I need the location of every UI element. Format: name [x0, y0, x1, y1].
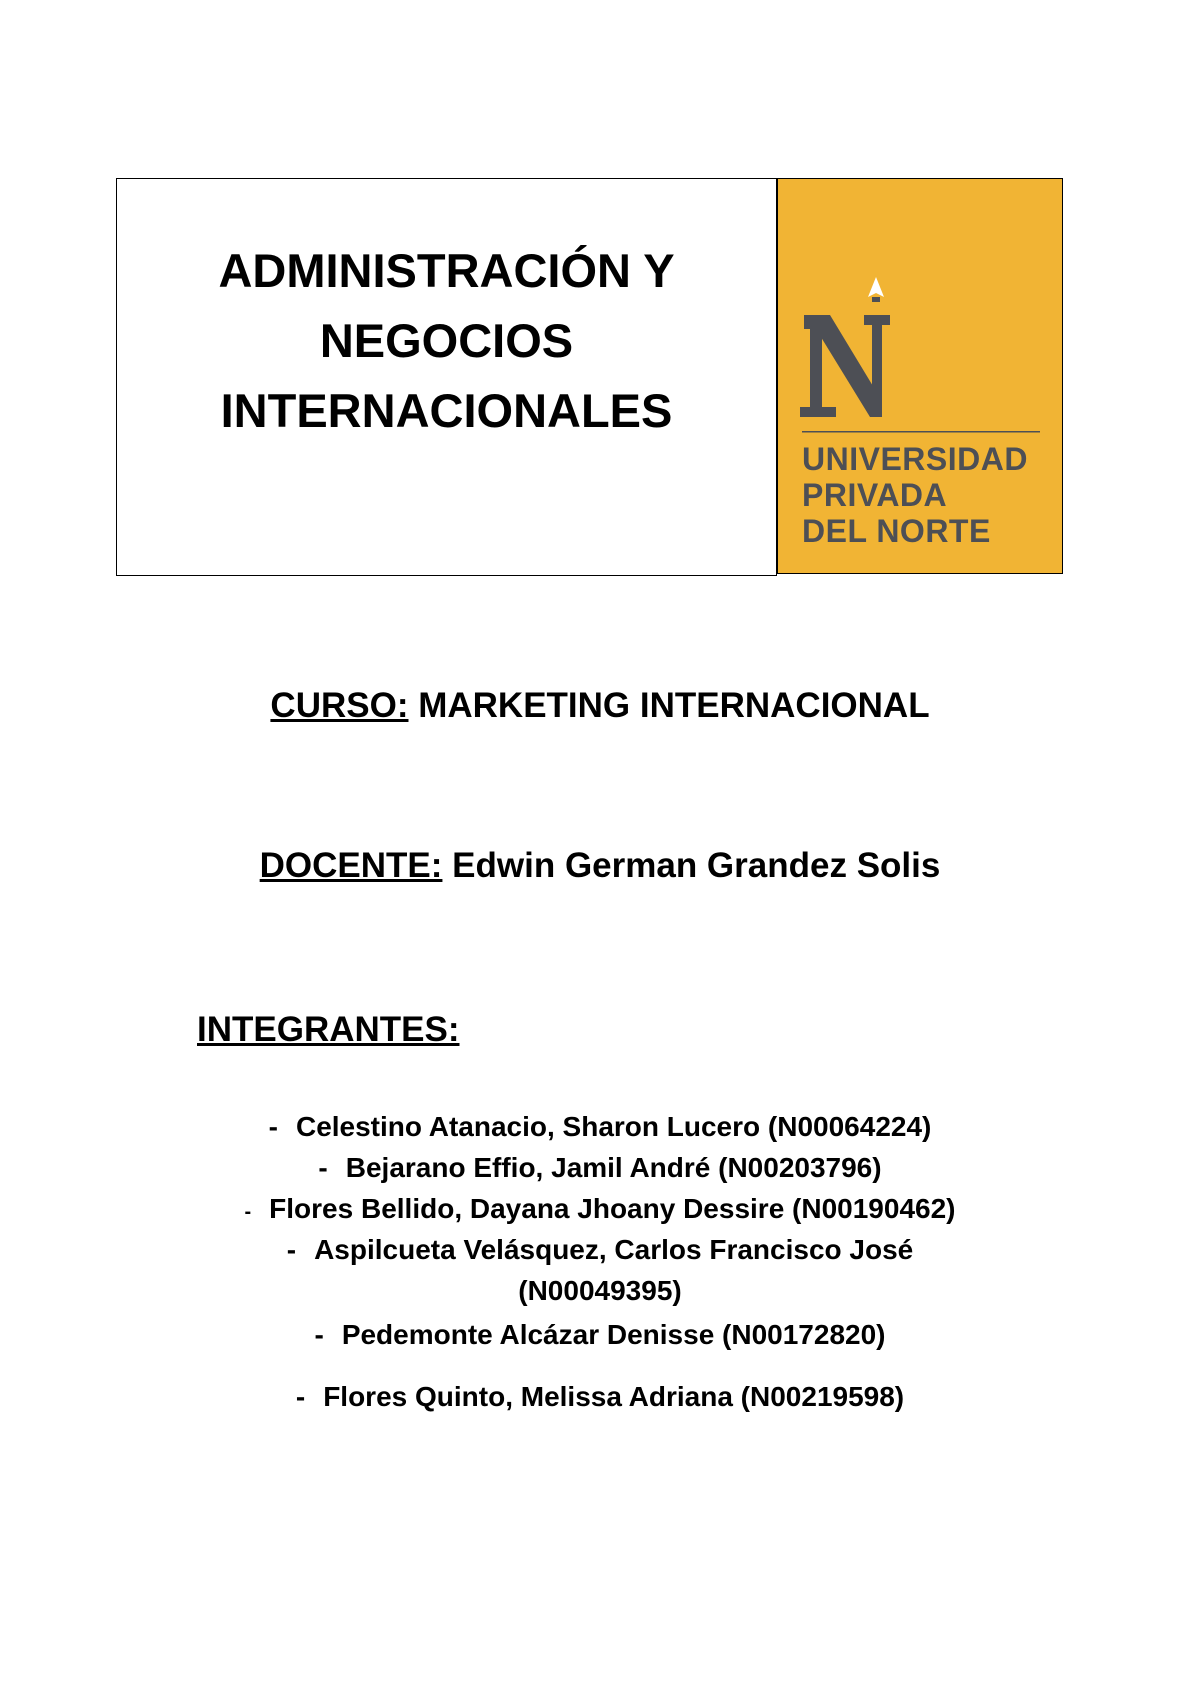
member-name: Flores Quinto, Melissa Adriana (N00219598): [323, 1381, 905, 1412]
list-item: [0, 1192, 1200, 1229]
list-bullet: -: [314, 1319, 324, 1350]
course-value: MARKETING INTERNACIONAL: [408, 686, 930, 725]
member-name: Pedemonte Alcázar Denisse (N00172820): [341, 1319, 886, 1350]
list-item: [0, 1380, 1200, 1414]
list-item: [0, 1110, 1200, 1144]
list-bullet: -: [295, 1381, 306, 1412]
list-item-continuation: (N00049395): [518, 1275, 682, 1306]
list-item: [0, 1233, 1200, 1267]
list-bullet: -: [268, 1111, 278, 1142]
member-name: Aspilcueta Velásquez, Carlos Francisco José: [314, 1234, 914, 1265]
member-name: Flores Bellido, Dayana Jhoany Dessire (N00190462): [269, 1193, 956, 1224]
member-name: Celestino Atanacio, Sharon Lucero (N00064224): [295, 1111, 932, 1142]
list-bullet: -: [286, 1234, 297, 1265]
faculty-title-line-1: ADMINISTRACIÓN Y: [218, 244, 675, 297]
university-name-line-2: PRIVADA: [802, 477, 948, 513]
course-label: CURSO:: [270, 686, 409, 725]
teacher-label: DOCENTE:: [259, 846, 443, 885]
university-name-line-3: DEL NORTE: [802, 513, 991, 549]
faculty-title: [116, 236, 777, 446]
members-heading: INTEGRANTES:: [197, 1010, 460, 1049]
course-line: [0, 686, 1200, 726]
teacher-line: [0, 846, 1200, 886]
university-logo: [777, 178, 1063, 574]
member-name: Bejarano Effio, Jamil André (N00203796): [345, 1152, 882, 1183]
list-bullet: -: [318, 1152, 328, 1183]
university-name: [802, 441, 1028, 549]
list-item: [0, 1318, 1200, 1352]
faculty-title-line-3: INTERNACIONALES: [220, 384, 673, 437]
faculty-title-line-2: NEGOCIOS: [319, 314, 574, 367]
list-item: [0, 1151, 1200, 1185]
teacher-value: Edwin German Grandez Solis: [442, 846, 941, 885]
university-name-line-1: UNIVERSIDAD: [802, 441, 1028, 477]
list-bullet: -: [244, 1201, 252, 1223]
